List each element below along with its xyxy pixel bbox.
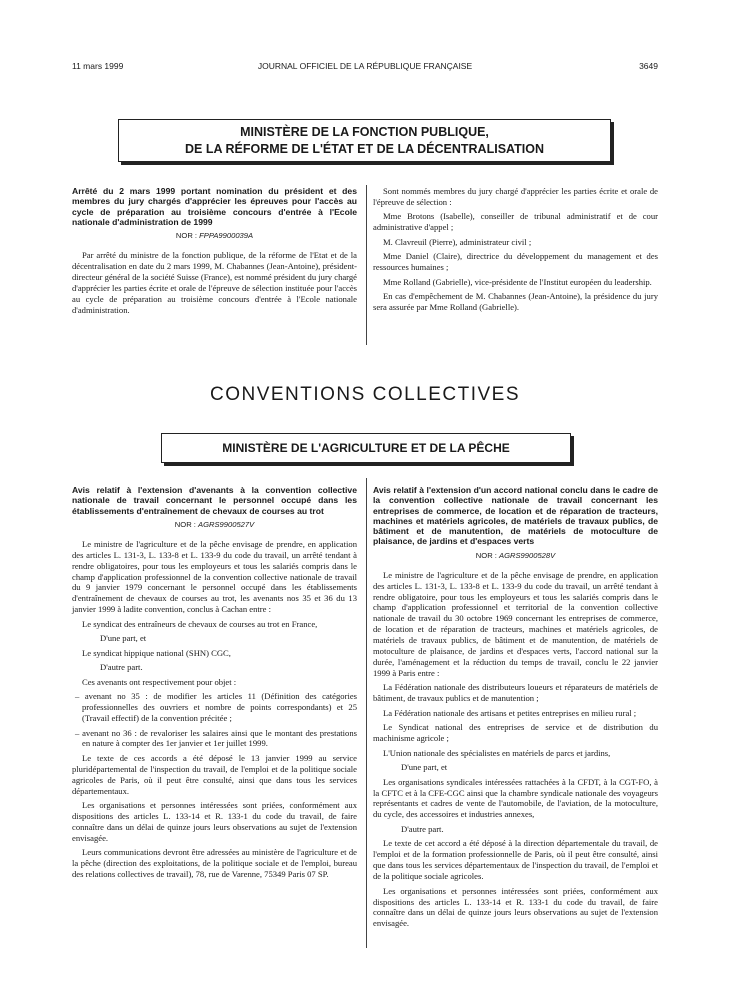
jury-paragraph: En cas d'empêchement de M. Chabannes (Jean-Antoine), la présidence du jury sera assurée par Mme Rolland (Gabrielle). — [373, 291, 658, 313]
page-header — [72, 61, 658, 75]
jury-paragraph: Mme Rolland (Gabrielle), vice-présidente de l'Institut européen du leadership. — [383, 276, 652, 287]
avis2-paragraph: Les organisations et personnes intéressées sont priées, conformément aux dispositions des articles L. 133-14 et R. 133-1 du code du travail, de faire connaître dans un délai de quinze jours leurs observations au sujet de l'extension envisagée. — [373, 885, 658, 929]
ministry-agriculture-box: MINISTÈRE DE L'AGRICULTURE ET DE LA PÊCHE — [161, 433, 571, 463]
avis1-list-item: – avenant no 35 : de modifier les articles 11 (Définition des catégories professionnelles des ouvriers et nombre de points correspondants) et 25 (Travail effectif) de la convention précitée ; — [75, 691, 357, 724]
avis1-paragraph: D'une part, et — [100, 633, 147, 644]
avis1-paragraph: Les organisations et personnes intéressées sont priées, conformément aux dispositions des articles L. 133-14 et R. 133-1 du code du travail, de faire connaître dans un délai de quinze jours leurs observations au sujet de l'extension envisagée. — [72, 800, 357, 843]
header-page-number: 3649 — [639, 61, 658, 71]
jury-paragraph: Sont nommés membres du jury chargé d'apprécier les parties écrite et orale de l'épreuve de sélection : — [373, 186, 658, 207]
avis2-paragraph: Le Syndicat national des entreprises de service et de distribution du machinisme agricole ; — [373, 722, 658, 744]
avis2-title: Avis relatif à l'extension d'un accord national conclu dans le cadre de la convention collective nationale de travail concernant les entreprises de commerce, de location et de réparation de tracteurs, machines et matériels agricoles, de matériels de travaux publics, de bâtiment et de manutention, de matériels de motoculture de plaisance, de jardins et d'espaces verts — [373, 485, 658, 547]
avis2-paragraph: Le ministre de l'agriculture et de la pêche envisage de prendre, en application des articles L. 131-3, L. 133-8 et L. 133-9 du code du travail, un arrêté tendant à rendre obligatoire, pour tous les employeurs et tous les salariés compris dans le champ d'application professionnel et territorial de la convention collective nationale de travail du 30 octobre 1969 concernant les entreprises de commerce, de location et de réparation de tracteurs, machines et matériels agricoles, de matériels de travaux publics, de bâtiment et de manutention, de matériels de motoculture de plaisance, de jardins et d'espaces verts, l'accord national sur la durée, l'aménagement et la réduction du temps de travail, conclu le 22 janvier 1999 à Paris entre : — [373, 569, 658, 678]
avis2-paragraph: L'Union nationale des spécialistes en matériels de parcs et jardins, — [383, 747, 611, 758]
ministry-line-1: MINISTÈRE DE LA FONCTION PUBLIQUE, — [240, 125, 489, 139]
avis2-paragraph: Les organisations syndicales intéressées rattachées à la CFDT, à la CGT-FO, à la CFTC et à la CFE-CGC ainsi que la chambre syndicale nationale des voyageurs représentants et cadres de vente de l'automobile, de l'aviation, de la motoculture, du cycle, des accessoires et industries annexes, — [373, 776, 658, 820]
avis1-nor — [72, 520, 357, 531]
arrete-nor — [72, 231, 357, 242]
nor-code: AGRS9900528V — [499, 550, 556, 560]
avis1-paragraph: Le syndicat des entraîneurs de chevaux de courses au trot en France, — [82, 618, 318, 629]
avis1-paragraph: Le texte de ces accords a été déposé le 13 janvier 1999 au service pluridépartemental de l'inspection du travail, de l'emploi et de la politique sociale agricoles de Paris, où il peut être consulté, ainsi que dans tous les services départementaux. — [72, 752, 357, 796]
nor-code: AGRS9900527V — [198, 519, 255, 529]
avis2-paragraph: Le texte de cet accord a été déposé à la direction départementale du travail, de l'emploi et de la formation professionnelle de Paris, où il peut être consulté, ainsi que dans tous les services départementaux de l'inspection du travail, de l'emploi et de la politique sociale agricoles. — [373, 838, 658, 882]
arrete-right-column — [373, 186, 658, 317]
arrete-title: Arrêté du 2 mars 1999 portant nomination du président et des membres du jury chargés d'apprécier les épreuves pour l'accès au cycle de préparation au troisième concours d'entrée à l'Ecole nationale d'administration de 1999 — [72, 186, 357, 227]
avis2-paragraph: D'autre part. — [401, 823, 444, 834]
ministry-fonction-publique-box — [118, 119, 611, 162]
avis1-paragraph: D'autre part. — [100, 662, 143, 673]
jury-paragraph: M. Clavreuil (Pierre), administrateur civil ; — [383, 236, 532, 247]
column-divider-bottom — [366, 478, 367, 948]
avis1-paragraph: Le ministre de l'agriculture et de la pêche envisage de prendre, en application des articles L. 131-3, L. 133-8 et L. 133-9 du code du travail, un arrêté tendant à rendre obligatoires, pour tous les employeurs et tous les salariés compris dans le champ d'application professionnel de la convention collective nationale de travail du 9 janvier 1979 concernant le personnel occupé dans les établissements d'entraînement de chevaux de courses au trot, les avenants nos 35 et 36 du 13 janvier 1999 à ladite convention, conclus à Cachan entre : — [72, 538, 357, 615]
column-divider-top — [366, 185, 367, 345]
header-journal-title: JOURNAL OFFICIEL DE LA RÉPUBLIQUE FRANÇAISE — [257, 61, 473, 71]
avis2-paragraph: D'une part, et — [401, 762, 448, 773]
header-date: 11 mars 1999 — [72, 61, 124, 71]
avis2-column — [373, 485, 658, 933]
avis1-paragraph: Ces avenants ont respectivement pour objet : — [82, 676, 237, 687]
avis1-paragraph: Le syndicat hippique national (SHN) CGC, — [82, 647, 231, 658]
avis2-nor — [373, 551, 658, 562]
avis2-paragraph: La Fédération nationale des artisans et petites entreprises en milieu rural ; — [383, 707, 637, 718]
nor-label: NOR : — [175, 231, 198, 241]
avis1-list-item: – avenant no 36 : de revaloriser les salaires ainsi que le montant des prestations en nature à compter des 1er janvier et 1er juillet 1999. — [75, 727, 357, 749]
nor-code: FPPA9900039A — [199, 231, 254, 241]
nor-label: NOR : — [174, 519, 196, 529]
avis1-title: Avis relatif à l'extension d'avenants à la convention collective nationale de travail concernant le personnel occupé dans les établissements d'entraînement de chevaux de courses au trot — [72, 485, 357, 516]
ministry-line-2: DE LA RÉFORME DE L'ÉTAT ET DE LA DÉCENTRALISATION — [185, 142, 544, 156]
nor-label: NOR : — [475, 550, 497, 560]
jury-paragraph: Mme Daniel (Claire), directrice du développement du management et des ressources humaines ; — [373, 251, 658, 273]
avis1-paragraph: Leurs communications devront être adressées au ministère de l'agriculture et de la pêche (direction des exploitations, de la politique sociale et de l'emploi, bureau des relations collectives de travail), 78, rue de Varenne, 75349 Paris 07 SP. — [72, 847, 357, 880]
avis1-column — [72, 485, 357, 884]
section-title: CONVENTIONS COLLECTIVES — [209, 384, 521, 405]
arrete-left-column — [72, 186, 357, 319]
jury-paragraph: Mme Brotons (Isabelle), conseiller de tribunal administratif et de cour administrative d'appel ; — [373, 211, 658, 233]
arrete-body: Par arrêté du ministre de la fonction publique, de la réforme de l'Etat et de la décentralisation en date du 2 mars 1999, M. Chabannes (Jean-Antoine), président-directeur général de la société Suisse (France), est nommé président du jury chargé d'apprécier les parties écrite et orale de l'épreuve de sélection instituée pour l'accès au cycle de préparation au troisième concours d'entrée à l'Ecole nationale d'administration. — [72, 250, 357, 315]
avis2-paragraph: La Fédération nationale des distributeurs loueurs et réparateurs de matériels de bâtiment, de travaux publics et de manutention ; — [373, 682, 658, 704]
